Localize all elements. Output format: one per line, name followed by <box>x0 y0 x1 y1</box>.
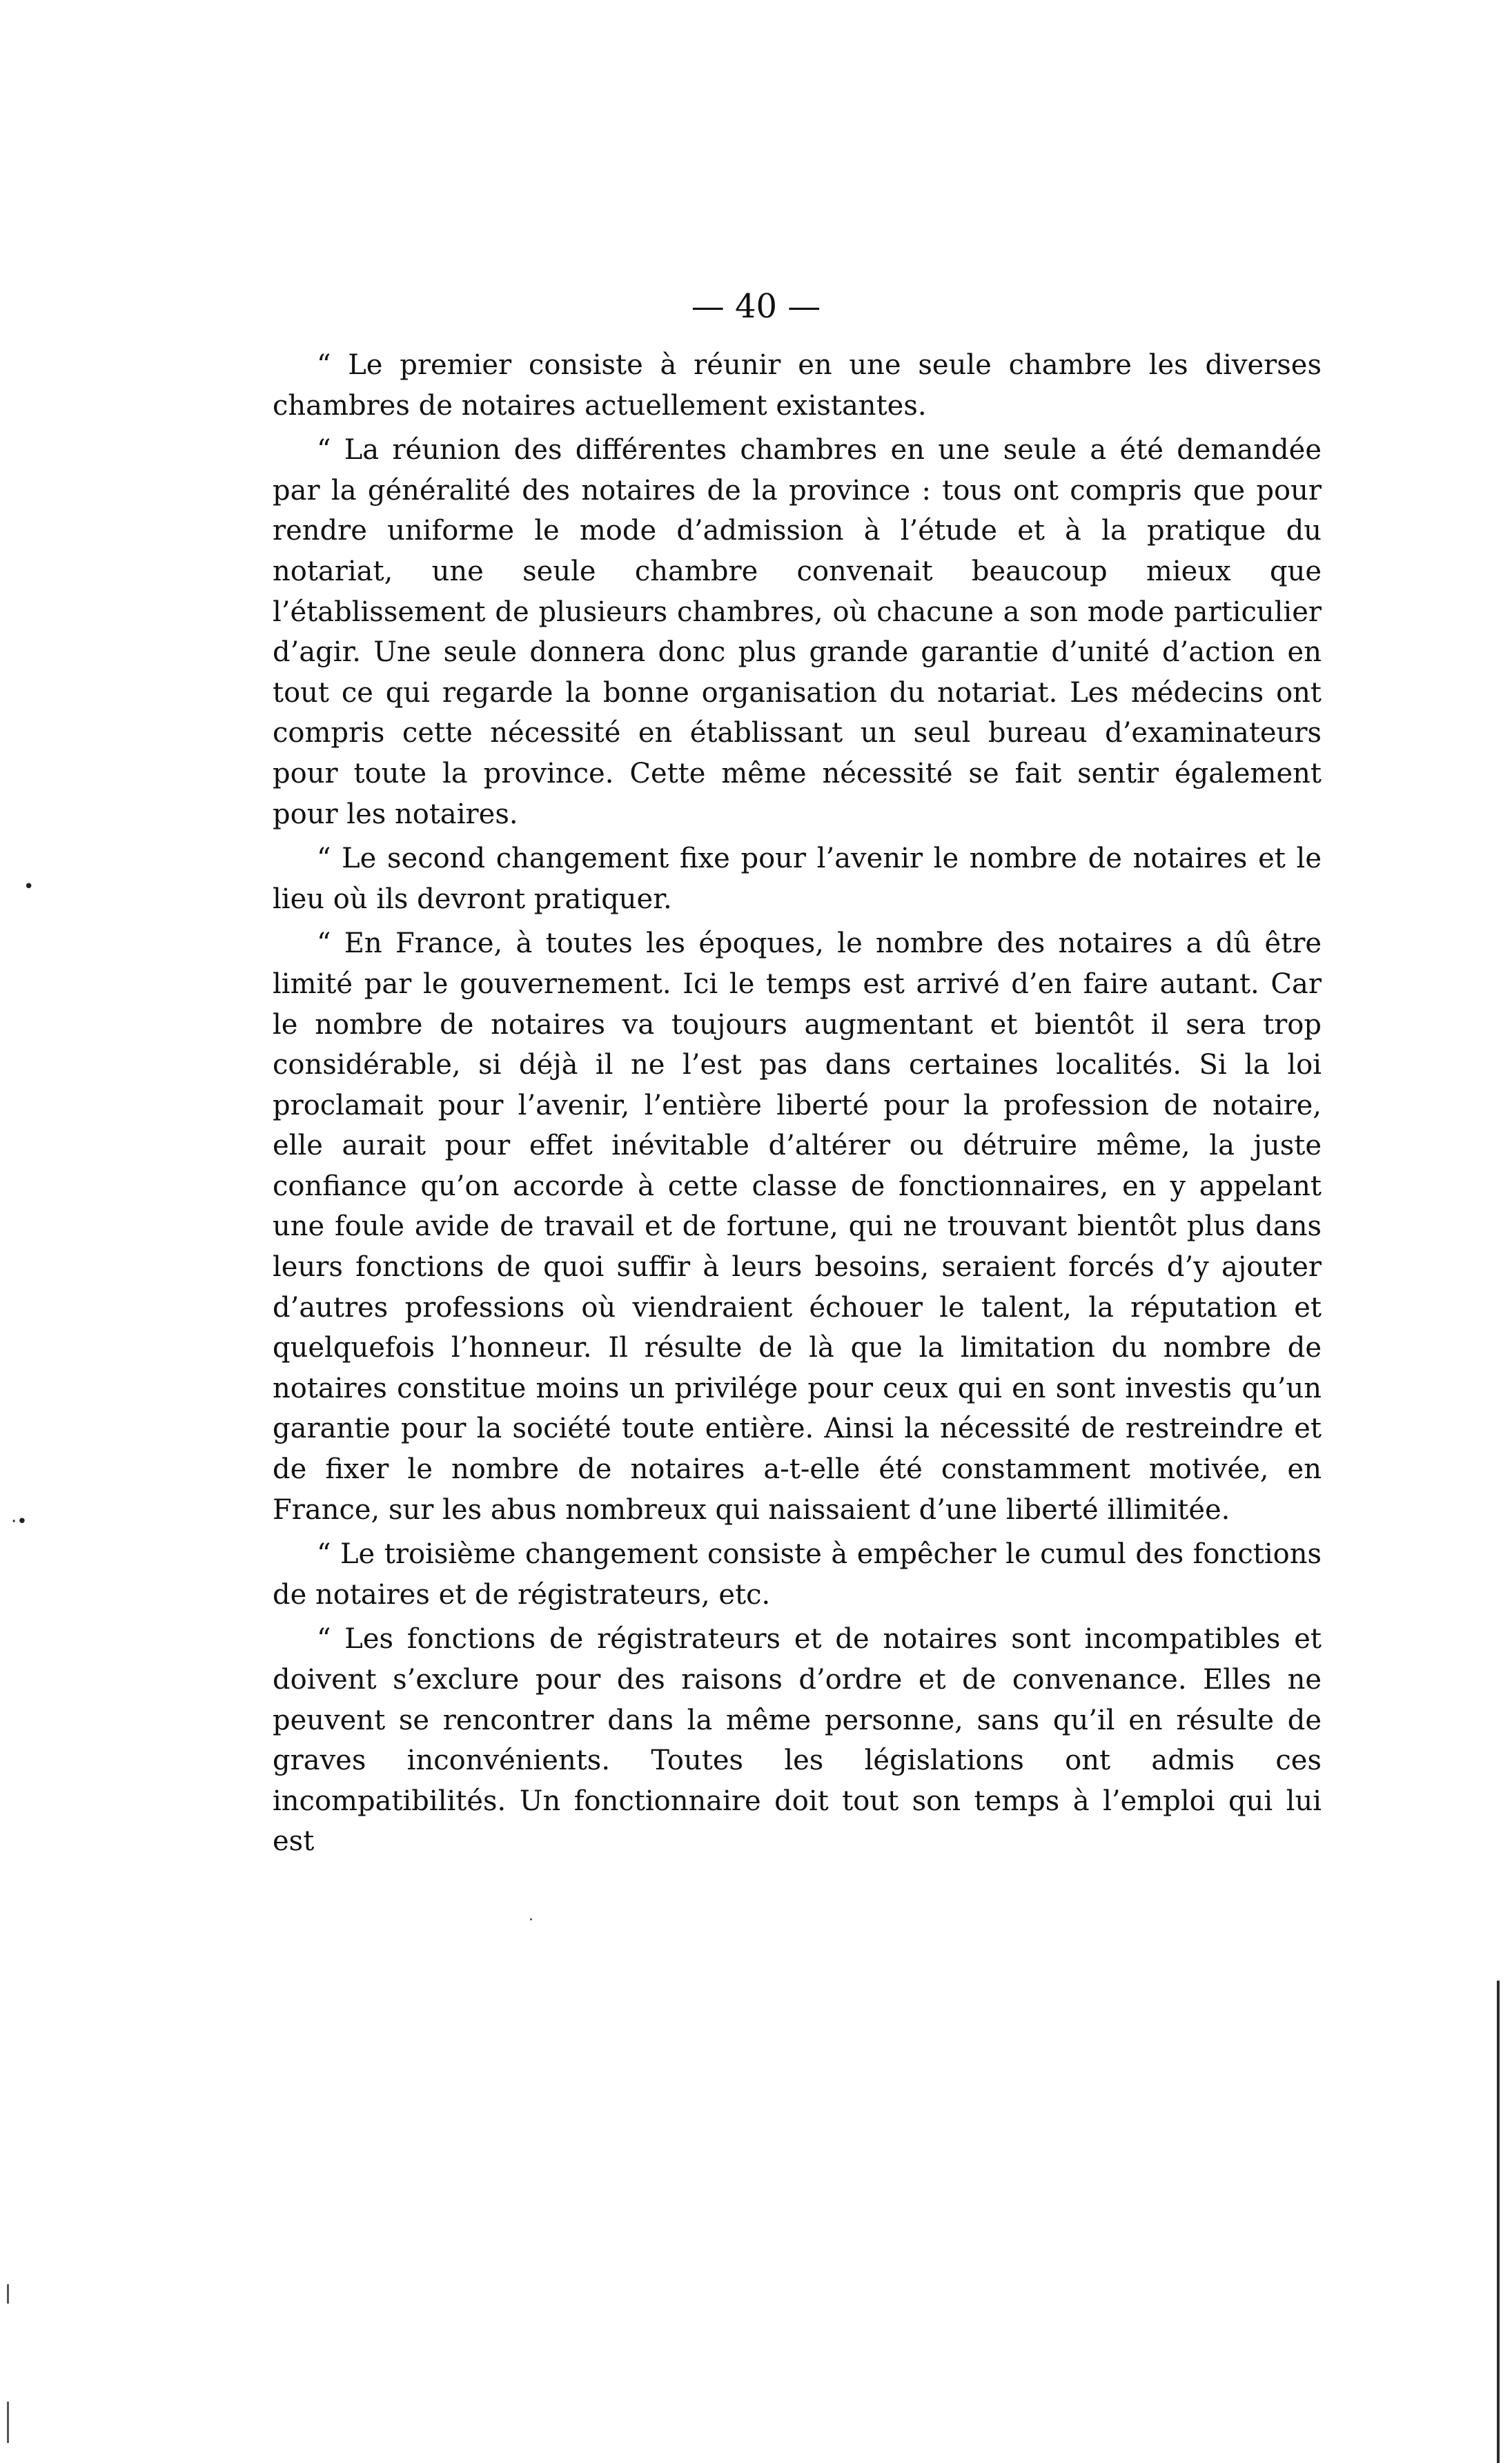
page-number: — 40 — <box>691 287 821 326</box>
stray-dot-icon: · <box>529 1912 533 1929</box>
scan-left-mark <box>7 2284 9 2304</box>
margin-bullet-icon: • <box>23 876 35 897</box>
scan-left-mark <box>7 2402 9 2443</box>
paragraph-incompatible-functions: “ Les fonctions de régistrateurs et de notaires sont incompatibles et doivent s’exclure pour des raisons d’ordre et de convenance. Elles ne peuvent se rencontrer dans la même personne, sans qu’il en résulte de graves inconvénients. Toutes les législations ont admis ces incompatibilités. Un fonctionnaire doit tout son temps à l’emploi qui lui est <box>273 1623 1322 1858</box>
paragraph-france-limitation: “ En France, à toutes les époques, le nombre des notaires a dû être limité par le gouvernement. Ici le temps est arrivé d’en faire autant. Car le nombre de notaires va toujours augmentant et bientôt il sera trop considérable, si déjà il ne l’est pas dans certaines localités. Si la loi proclamait pour l’avenir, l’entière liberté pour la profession de notaire, elle aurait pour effet inévitable d’altérer ou détruire même, la juste confiance qu’on accorde à cette classe de fonctionnaires, en y appelant une foule avide de travail et de fortune, qui ne trouvant bientôt plus dans leurs fonctions de quoi suffir à leurs besoins, seraient forcés d’y ajouter d’autres professions où viendraient échouer le talent, la réputation et quelquefois l’honneur. Il résulte de là que la limitation du nombre de notaires constitue moins un privilége pour ceux qui en sont investis qu’un garantie pour la société toute entière. Ainsi la nécessité de restreindre et de fixer le nombre de notaires a-t-elle été constamment motivée, en France, sur les abus nombreux qui naissaient d’une liberté illimitée. <box>273 928 1322 1526</box>
paragraph-second-change: “ Le second changement fixe pour l’avenir le nombre de notaires et le lieu où ils devront pratiquer. <box>273 843 1322 915</box>
paragraph-third-change: “ Le troisième changement consiste à empêcher le cumul des fonctions de notaires et de régistrateurs, etc. <box>273 1538 1322 1611</box>
scan-edge-line <box>1497 1981 1500 2463</box>
margin-speck-icon: ·• <box>11 1511 28 1532</box>
paragraph-single-chamber: “ La réunion des différentes chambres en une seule a été demandée par la généralité des notaires de la province : tous ont compris que pour rendre uniforme le mode d’admission à l’étude et à la pratique du notariat, une seule chambre convenait beaucoup mieux que l’établissement de plusieurs chambres, où chacune a son mode particulier d’agir. Une seule donnera donc plus grande garantie d’unité d’action en tout ce qui regarde la bonne organisation du notariat. Les médecins ont compris cette nécessité en établissant un seul bureau d’examinateurs pour toute la province. Cette même nécessité se fait sentir également pour les notaires. <box>273 434 1322 830</box>
paragraph-first-change: “ Le premier consiste à réunir en une seule chambre les diverses chambres de notaires actuellement existantes. <box>273 349 1322 422</box>
body-text <box>273 345 1322 1862</box>
